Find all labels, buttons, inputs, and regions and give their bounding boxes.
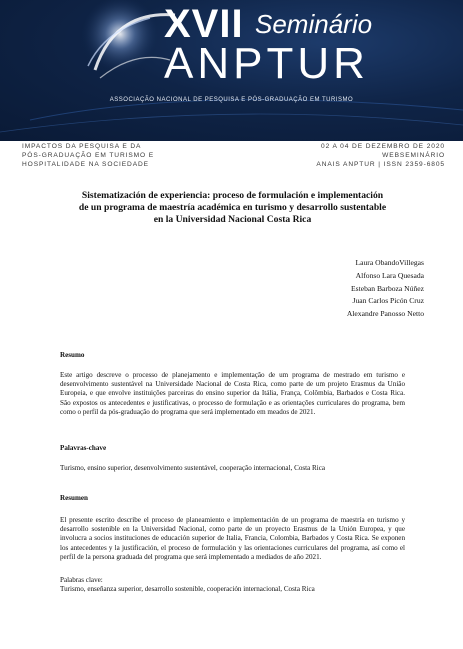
title-line: Sistematización de experiencia: proceso de formulación e implementación [81, 190, 384, 201]
palabras-clave-text: Turismo, enseñanza superior, desarrollo sostenible, cooperación internacional, Costa Rica [60, 585, 315, 593]
title-line: de un programa de maestría académica en turismo y desarrollo sustentable [78, 202, 387, 213]
author: Laura ObandoVillegas [355, 258, 424, 267]
event-name: ANPTUR [164, 39, 369, 88]
event-number: XVII [164, 2, 244, 46]
author: Juan Carlos Picón Cruz [352, 296, 424, 306]
event-format: WEBSEMINÁRIO [382, 151, 445, 159]
event-dates: 02 A 04 DE DEZEMBRO DE 2020 [321, 143, 445, 150]
theme-line: PÓS-GRADUAÇÃO EM TURISMO E [22, 151, 155, 159]
author: Esteban Barboza Núñez [351, 283, 424, 293]
event-type: Seminário [255, 9, 373, 39]
issn: ANAIS ANPTUR | ISSN 2359-6805 [316, 160, 445, 168]
resumen-text: El presente escrito describe el proceso de planeamiento e implementación de un programa de maestría en turismo y desarrollo sostenible en la Universidad Nacional, como parte de un proyecto Erasmus de la Unión Europea, y que involucra a socios instituciones de educación superior de Italia, Francia, Colombia, Barbados y Costa Rica. Se exponen los antecedentes y la justificación, el proceso de formulación y las orientaciones curriculares del programa, así como el perfil de la persona graduada del programa que será implementado a mediados de año 2021. [60, 516, 405, 561]
theme-line: IMPACTOS DA PESQUISA E DA [22, 143, 142, 150]
palavras-chave-text: Turismo, ensino superior, desenvolvimento sustentável, cooperação internacional, Costa Rica [60, 464, 326, 472]
author: Alfonso Lara Quesada [355, 270, 424, 280]
conference-theme [22, 143, 154, 169]
palavras-chave-heading: Palavras-chave [60, 444, 107, 452]
paper-title [60, 190, 405, 226]
association-name: ASSOCIAÇÃO NACIONAL DE PESQUISA E PÓS-GRADUAÇÃO EM TURISMO [109, 97, 354, 103]
theme-line: HOSPITALIDADE NA SOCIEDADE [22, 160, 149, 168]
conference-info [316, 143, 445, 169]
palabras-clave-label: Palabras clave: [60, 576, 103, 584]
event-banner [0, 0, 463, 141]
resumo-text: Este artigo descreve o processo de planejamento e implementação de um programa de mestrado em turismo e desenvolvimento sustentável na Universidade Nacional de Costa Rica, como parte de um projeto Erasmus da União Europeia, e que envolve instituições parceiras do ensino superior da Itália, França, Colômbia, Barbados e Costa Rica. São expostos os antecedentes e justificativas, o processo de formulação e as orientações curriculares do programa, bem como o perfil da pós-graduação do programa que será implementado em meados de 2021. [60, 371, 405, 416]
author-list [347, 257, 424, 321]
resumo-heading: Resumo [60, 351, 85, 359]
author: Alexandre Panosso Netto [346, 309, 424, 319]
resumen-heading: Resumen [60, 494, 88, 502]
title-line: en la Universidad Nacional Costa Rica [153, 214, 312, 225]
